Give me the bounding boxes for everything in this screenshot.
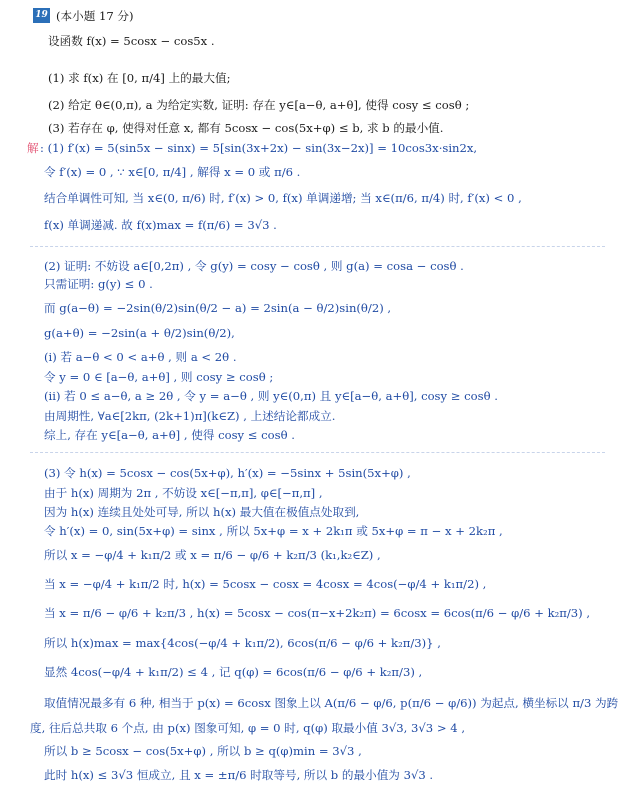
solution-part3-line9: 显然 4cos(−φ/4 + k₁π/2) ≤ 4 , 记 q(φ) = 6cos(π/6 − φ/6 + k₂π/3) ,	[44, 665, 423, 679]
solution-part3-line10: 取值情况最多有 6 种, 相当于 p(x) = 6cosx 图象上以 A(π/6 − φ/6, p(π/6 − φ/6)) 为起点, 横坐标以 π/3 为跨	[44, 696, 619, 710]
problem-number-badge: 19	[33, 8, 50, 23]
solution-part1-line2: 令 f′(x) = 0 , ∵ x∈[0, π/4] , 解得 x = 0 或 π/6 .	[44, 165, 301, 179]
solution-part1-line3: 结合单调性可知, 当 x∈(0, π/6) 时, f′(x) > 0, f(x) 单调递增; 当 x∈(π/6, π/4) 时, f′(x) < 0 ,	[44, 191, 522, 205]
question-3: (3) 若存在 φ, 使得对任意 x, 都有 5cosx − cos(5x+φ) ≤ b, 求 b 的最小值.	[48, 121, 444, 135]
solution-part3-line6: 当 x = −φ/4 + k₁π/2 时, h(x) = 5cosx − cosx = 4cosx = 4cos(−φ/4 + k₁π/2) ,	[44, 577, 487, 591]
solution-part2-line6: 令 y = 0 ∈ [a−θ, a+θ] , 则 cosy ≥ cosθ ;	[44, 370, 274, 384]
solution-part2-line7: (ii) 若 0 ≤ a−θ, a ≥ 2θ , 令 y = a−θ , 则 y∈(0,π) 且 y∈[a−θ, a+θ], cosy ≥ cosθ .	[44, 389, 498, 403]
solution-part1-line1: : (1) f′(x) = 5(sin5x − sinx) = 5[sin(3x+2x) − sin(3x−2x)] = 10cos3x·sin2x,	[40, 141, 478, 155]
question-2: (2) 给定 θ∈(0,π), a 为给定实数, 证明: 存在 y∈[a−θ, a+θ], 使得 cosy ≤ cosθ ;	[48, 98, 470, 112]
solution-part1-line4: f(x) 单调递减. 故 f(x)max = f(π/6) = 3√3 .	[44, 218, 277, 232]
problem-header: (本小题 17 分)	[56, 9, 134, 23]
solution-part2-line5: (i) 若 a−θ < 0 < a+θ , 则 a < 2θ .	[44, 350, 237, 364]
solution-part3-line4: 令 h′(x) = 0, sin(5x+φ) = sinx , 所以 5x+φ = x + 2k₁π 或 5x+φ = π − x + 2k₂π ,	[44, 524, 503, 538]
solution-part3-line2: 由于 h(x) 周期为 2π , 不妨设 x∈[−π,π], φ∈[−π,π] ,	[44, 486, 323, 500]
part-divider-1	[30, 246, 605, 247]
solution-part3-line13: 此时 h(x) ≤ 3√3 恒成立, 且 x = ±π/6 时取等号, 所以 b 的最小值为 3√3 .	[44, 768, 434, 782]
question-1: (1) 求 f(x) 在 [0, π/4] 上的最大值;	[48, 71, 231, 85]
solution-part3-line11: 度, 往后总共取 6 个点, 由 p(x) 图象可知, φ = 0 时, q(φ) 取最小值 3√3, 3√3 > 4 ,	[30, 721, 465, 735]
solution-part3-line5: 所以 x = −φ/4 + k₁π/2 或 x = π/6 − φ/6 + k₂π/3 (k₁,k₂∈Z) ,	[44, 548, 381, 562]
solution-part2-line3: 而 g(a−θ) = −2sin(θ/2)sin(θ/2 − a) = 2sin(a − θ/2)sin(θ/2) ,	[44, 301, 392, 315]
solution-marker: 解	[27, 141, 39, 155]
problem-stem: 设函数 f(x) = 5cosx − cos5x .	[48, 34, 215, 48]
solution-part2-line9: 综上, 存在 y∈[a−θ, a+θ] , 使得 cosy ≤ cosθ .	[44, 428, 295, 442]
solution-part2-line2: 只需证明: g(y) ≤ 0 .	[44, 277, 153, 291]
solution-part3-line12: 所以 b ≥ 5cosx − cos(5x+φ) , 所以 b ≥ q(φ)min = 3√3 ,	[44, 744, 362, 758]
solution-part2-line4: g(a+θ) = −2sin(a + θ/2)sin(θ/2),	[44, 326, 235, 340]
solution-label	[27, 141, 39, 155]
solution-part3-line1: (3) 令 h(x) = 5cosx − cos(5x+φ), h′(x) = −5sinx + 5sin(5x+φ) ,	[44, 466, 411, 480]
solution-part3-line7: 当 x = π/6 − φ/6 + k₂π/3 , h(x) = 5cosx − cos(π−x+2k₂π) = 6cosx = 6cos(π/6 − φ/6 + k₂π/3) ,	[44, 606, 591, 620]
solution-part2-line8: 由周期性, ∀a∈[2kπ, (2k+1)π](k∈Z) , 上述结论都成立.	[44, 409, 336, 423]
solution-part2-line1: (2) 证明: 不妨设 a∈[0,2π) , 令 g(y) = cosy − cosθ , 则 g(a) = cosa − cosθ .	[44, 259, 464, 273]
solution-part3-line8: 所以 h(x)max = max{4cos(−φ/4 + k₁π/2), 6cos(π/6 − φ/6 + k₂π/3)} ,	[44, 636, 441, 650]
solution-part3-line3: 因为 h(x) 连续且处处可导, 所以 h(x) 最大值在极值点处取到,	[44, 505, 360, 519]
part-divider-2	[30, 452, 605, 453]
